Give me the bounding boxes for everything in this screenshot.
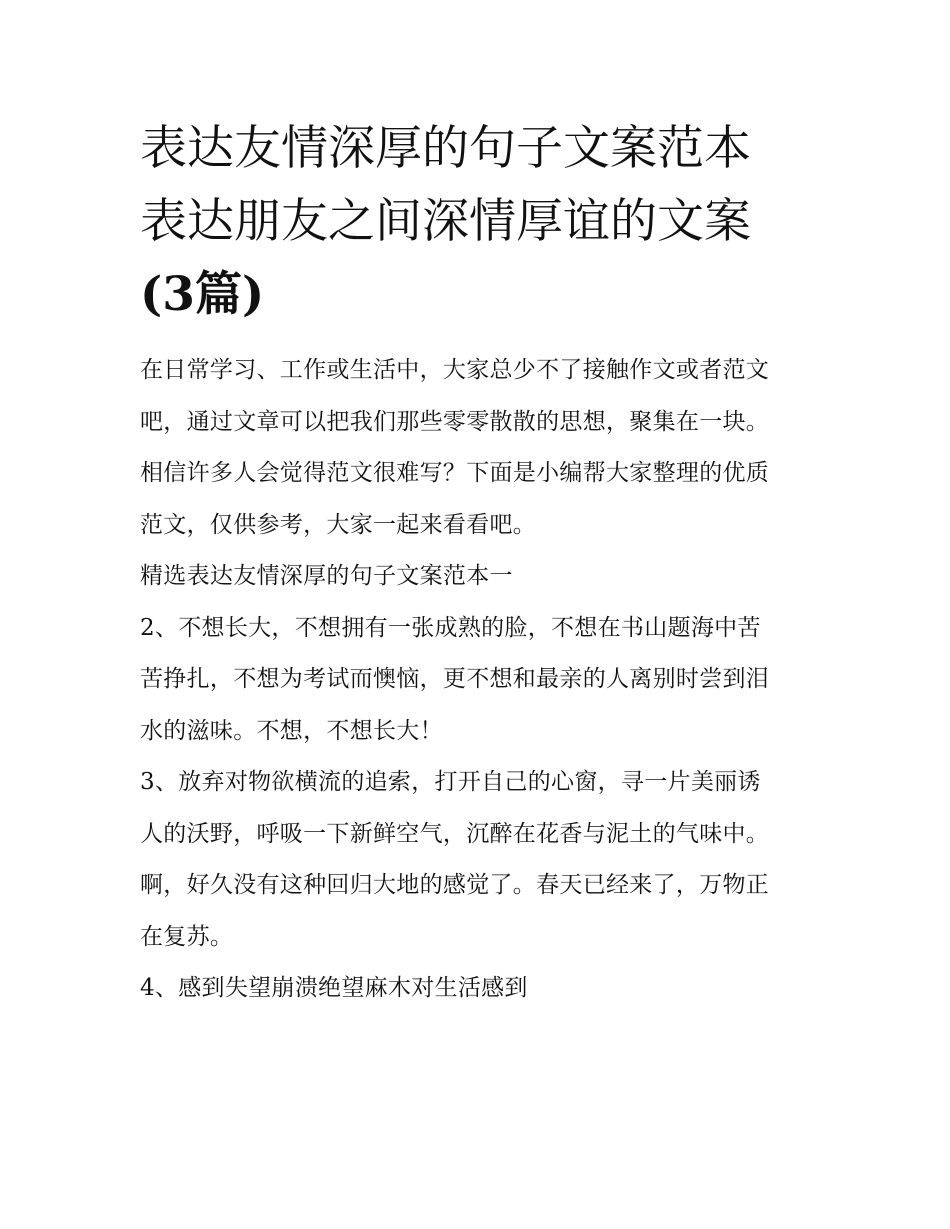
section-heading xyxy=(140,551,820,603)
paragraph-line: 精选表达友情深厚的句子文案范本一 xyxy=(140,563,513,589)
paragraph-line: 苦挣扎，不想为考试而懊恼，更不想和最亲的人离别时尝到泪 xyxy=(140,666,770,692)
item-paragraph-2 xyxy=(140,603,820,758)
paragraph-line: 人的沃野，呼吸一下新鲜空气，沉醉在花香与泥土的气味中。 xyxy=(140,820,770,847)
title-line-1: 表达友情深厚的句子文案范本 xyxy=(140,121,751,176)
paragraph-line: 啊，好久没有这种回归大地的感觉了。春天已经来了，万物正 xyxy=(140,872,770,898)
paragraph-line: 范文，仅供参考，大家一起来看看吧。 xyxy=(140,511,537,538)
document-page xyxy=(140,112,820,1015)
paragraph-line: 4、感到失望崩溃绝望麻木对生活感到 xyxy=(140,975,528,1001)
paragraph-line: 水的滋味。不想，不想长大！ xyxy=(140,717,443,744)
paragraph-line: 在日常学习、工作或生活中，大家总少不了接触作文或者范文 xyxy=(140,357,770,383)
paragraph-line: 在复苏。 xyxy=(140,923,234,950)
intro-paragraph xyxy=(140,345,820,551)
item-paragraph-3 xyxy=(140,757,820,963)
paragraph-line: 相信许多人会觉得范文很难写？下面是小编帮大家整理的优质 xyxy=(140,460,770,486)
title-line-2: 表达朋友之间深情厚谊的文案 xyxy=(140,194,751,249)
item-paragraph-4 xyxy=(140,963,820,1015)
paragraph-line: 吧，通过文章可以把我们那些零零散散的思想，聚集在一块。 xyxy=(140,408,770,435)
title-line-3: (3篇) xyxy=(140,267,265,322)
paragraph-line: 3、放弃对物欲横流的追索，打开自己的心窗，寻一片美丽诱 xyxy=(140,769,761,795)
paragraph-line: 2、不想长大，不想拥有一张成熟的脸，不想在书山题海中苦 xyxy=(140,614,761,641)
document-title xyxy=(140,112,820,331)
document-body xyxy=(140,345,820,1015)
